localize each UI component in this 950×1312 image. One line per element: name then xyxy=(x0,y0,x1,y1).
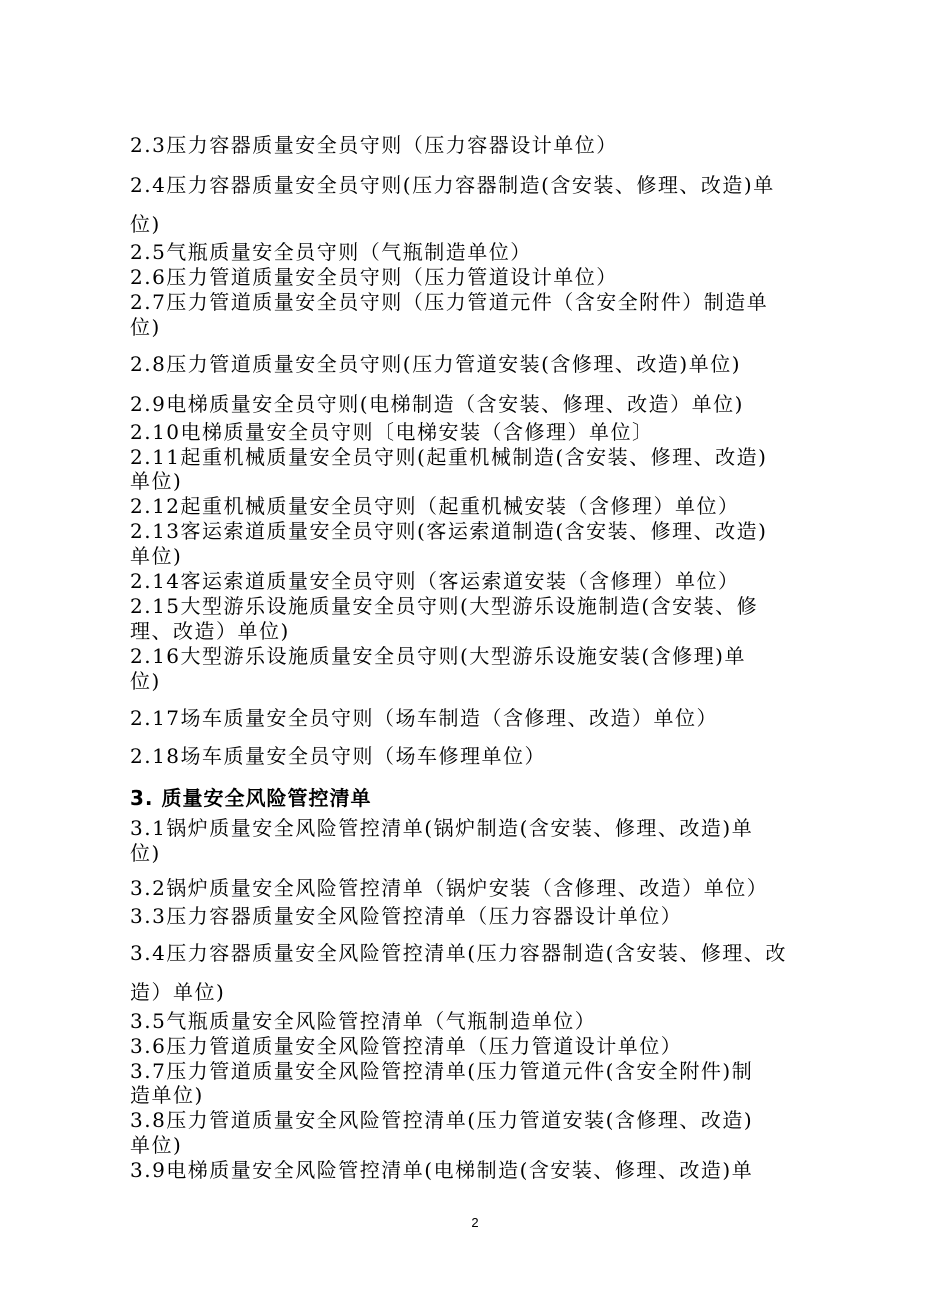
list-item: 单位) xyxy=(130,1133,183,1157)
list-item: 2.17场车质量安全员守则（场车制造（含修理、改造）单位） xyxy=(130,706,719,730)
section-heading: 3. 质量安全风险管控清单 xyxy=(130,786,372,810)
list-item: 造）单位) xyxy=(130,980,226,1004)
list-item: 3.2锅炉质量安全风险管控清单（锅炉安装（含修理、改造）单位） xyxy=(130,876,769,900)
list-item: 2.13客运索道质量安全员守则(客运索道制造(含安装、修理、改造) xyxy=(130,519,768,543)
list-item: 3.7压力管道质量安全风险管控清单(压力管道元件(含安全附件)制 xyxy=(130,1059,754,1083)
list-item: 3.9电梯质量安全风险管控清单(电梯制造(含安装、修理、改造)单 xyxy=(130,1158,754,1182)
list-item: 造单位) xyxy=(130,1083,204,1107)
list-item: 2.8压力管道质量安全员守则(压力管道安装(含修理、改造)单位) xyxy=(130,352,742,376)
list-item: 2.14客运索道质量安全员守则（客运索道安装（含修理）单位） xyxy=(130,569,740,593)
page-number: 2 xyxy=(471,1215,479,1230)
list-item: 2.15大型游乐设施质量安全员守则(大型游乐设施制造(含安装、修 xyxy=(130,594,759,618)
list-item: 3.3压力容器质量安全风险管控清单（压力容器设计单位） xyxy=(130,904,683,928)
list-item: 3.4压力容器质量安全风险管控清单(压力容器制造(含安装、修理、改 xyxy=(130,941,787,965)
list-item: 2.9电梯质量安全员守则(电梯制造（含安装、修理、改造）单位) xyxy=(130,392,744,416)
list-item: 3.1锅炉质量安全风险管控清单(锅炉制造(含安装、修理、改造)单 xyxy=(130,816,754,840)
list-item: 2.7压力管道质量安全员守则（压力管道元件（含安全附件）制造单 xyxy=(130,290,769,314)
list-item: 2.4压力容器质量安全员守则(压力容器制造(含安装、修理、改造)单 xyxy=(130,173,775,197)
list-item: 位) xyxy=(130,212,161,236)
list-item: 2.16大型游乐设施质量安全员守则(大型游乐设施安装(含修理)单 xyxy=(130,644,746,668)
list-item: 2.5气瓶质量安全员守则（气瓶制造单位） xyxy=(130,240,532,264)
list-item: 理、改造）单位) xyxy=(130,619,290,643)
list-item: 2.12起重机械质量安全员守则（起重机械安装（含修理）单位） xyxy=(130,494,740,518)
list-item: 2.6压力管道质量安全员守则（压力管道设计单位） xyxy=(130,265,618,289)
list-item: 位) xyxy=(130,669,161,693)
list-item: 2.10电梯质量安全员守则〔电梯安装（含修理）单位〕 xyxy=(130,420,654,444)
list-item: 位) xyxy=(130,841,161,865)
list-item: 单位) xyxy=(130,469,183,493)
list-item: 单位) xyxy=(130,544,183,568)
list-item: 3.6压力管道质量安全风险管控清单（压力管道设计单位） xyxy=(130,1034,683,1058)
list-item: 位) xyxy=(130,315,161,339)
list-item: 2.11起重机械质量安全员守则(起重机械制造(含安装、修理、改造) xyxy=(130,445,768,469)
list-item: 3.5气瓶质量安全风险管控清单（气瓶制造单位） xyxy=(130,1009,597,1033)
list-item: 3.8压力管道质量安全风险管控清单(压力管道安装(含修理、改造) xyxy=(130,1108,754,1132)
list-item: 2.18场车质量安全员守则（场车修理单位） xyxy=(130,744,547,768)
list-item: 2.3压力容器质量安全员守则（压力容器设计单位） xyxy=(130,133,618,157)
